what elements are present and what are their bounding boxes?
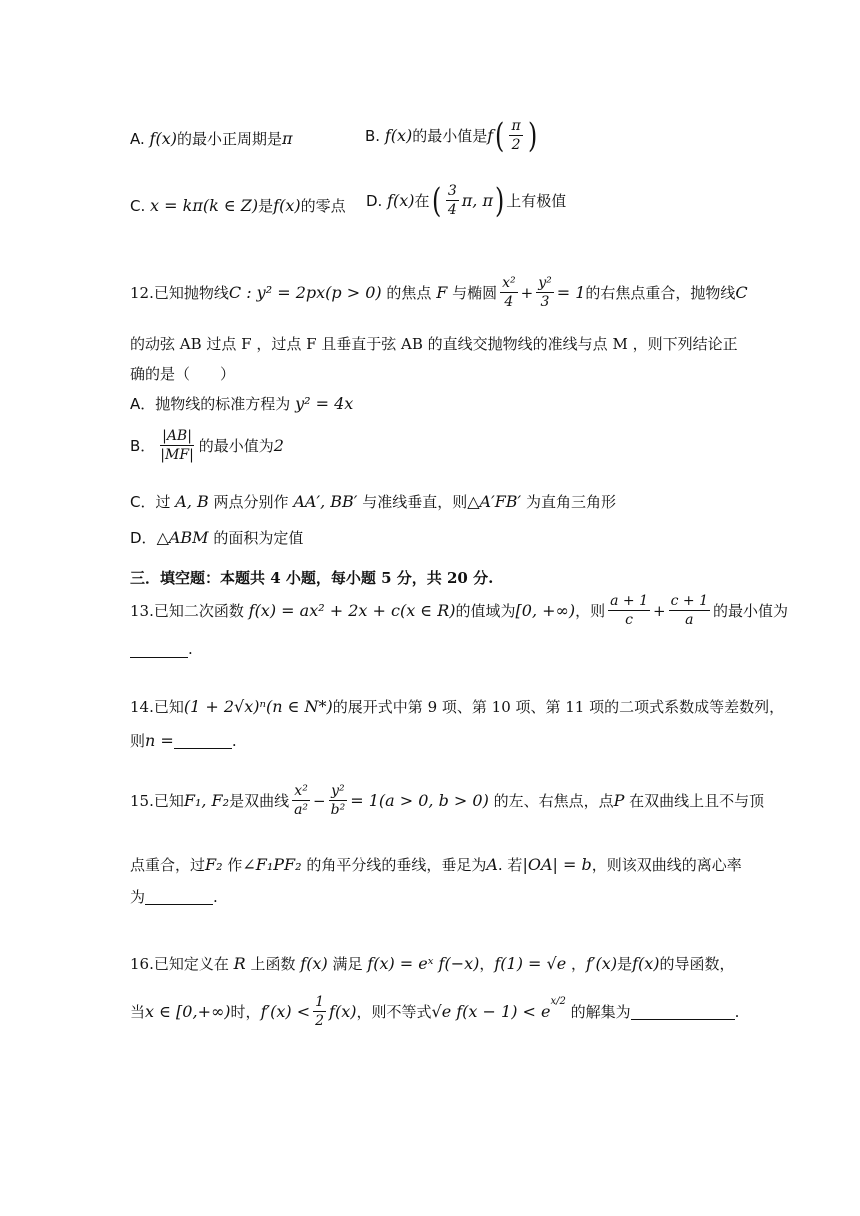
q15-line-3: 为 .	[130, 887, 218, 906]
q11-option-c: C. x = kπ(k ∈ Z) 是 f(x) 的零点	[130, 196, 346, 215]
q13-line-2: .	[130, 640, 193, 658]
fraction: $\frac{\pi}{2}$	[511, 118, 521, 154]
q16-line-1: 16.已知定义在 R 上函数 f(x) 满足 f(x) = eˣ f(−x) ， f(1) = √e ， f′(x) 是 f(x) 的导函数，	[130, 954, 735, 973]
q14-line-1: 14.已知 (1 + 2√x)ⁿ(n ∈ N*) 的展开式中第 9 项、第 10 项、第 11 项的二项式系数成等差数列，	[130, 697, 785, 716]
q11-option-d: D. f(x) 在 ( $\frac{3}{4}$ π, π ) 上有极值	[366, 180, 567, 221]
q12-line-1: 12.已知抛物线 C : y² = 2px(p > 0) 的焦点 F 与椭圆 $\frac{\text{x²}}{4}$ + $\frac{\text{y²}}{3}$ = 1 的右焦点重合，抛物线 C	[130, 275, 748, 311]
q14-line-2: 则 n = .	[130, 731, 237, 750]
section-heading: 三．填空题：本题共 4 小题，每小题 5 分，共 20 分.	[130, 569, 494, 587]
q12-line-2: 的动弦 AB 过点 F ，过点 F 且垂直于弦 AB 的直线交抛物线的准线与点 M ，则下列结论正	[130, 335, 738, 353]
q11-option-b: B. f(x) 的最小值是 f ( $\frac{\pi}{2}$ )	[365, 115, 537, 156]
q12-option-c: C． 过 A, B 两点分别作 AA′, BB′ 与准线垂直，则 △A′FB′ 为直角三角形	[130, 492, 616, 511]
q16-line-2: 当 x ∈ [0,+∞) 时， f′(x) < $\frac{1}{2}$ f(x) ，则不等式 √e f(x − 1) < e $^{x/2}$ 的解集为 .	[130, 994, 740, 1030]
q13-line-1: 13.已知二次函数 f(x) = ax² + 2x + c(x ∈ R) 的值域为 [0, +∞) ，则 $\frac{a + 1}{c}$ + $\frac{c + 1}{a}$ 的最小值为	[130, 593, 788, 629]
fraction: $\frac{3}{4}$	[447, 183, 457, 219]
option-label: A.	[130, 129, 145, 148]
q12-option-d: D． △ABM 的面积为定值	[130, 528, 304, 547]
answer-blank	[174, 732, 232, 749]
q15-line-1: 15.已知 F₁, F₂ 是双曲线 $\frac{\text{x²}}{\text{a²}}$ − $\frac{\text{y²}}{\text{b²}}$ = 1(a > 0, b > 0) 的左、右焦点，点 P 在双曲线上且不与顶	[130, 783, 765, 819]
answer-blank	[130, 641, 188, 658]
q12-option-a: A． 抛物线的标准方程为 y² = 4x	[130, 394, 354, 413]
q12-line-3: 确的是（ ）	[130, 365, 236, 383]
answer-blank	[631, 1003, 735, 1020]
q12-option-b: B． $\frac{|AB|}{|MF|}$ 的最小值为 2	[130, 428, 284, 464]
q11-option-a: A. f(x) 的最小正周期是 π	[130, 129, 293, 148]
q15-line-2: 点重合，过 F₂ 作 ∠F₁PF₂ 的角平分线的垂线，垂足为 A . 若 |OA| = b ，则该双曲线的离心率	[130, 855, 742, 874]
answer-blank	[145, 888, 213, 905]
